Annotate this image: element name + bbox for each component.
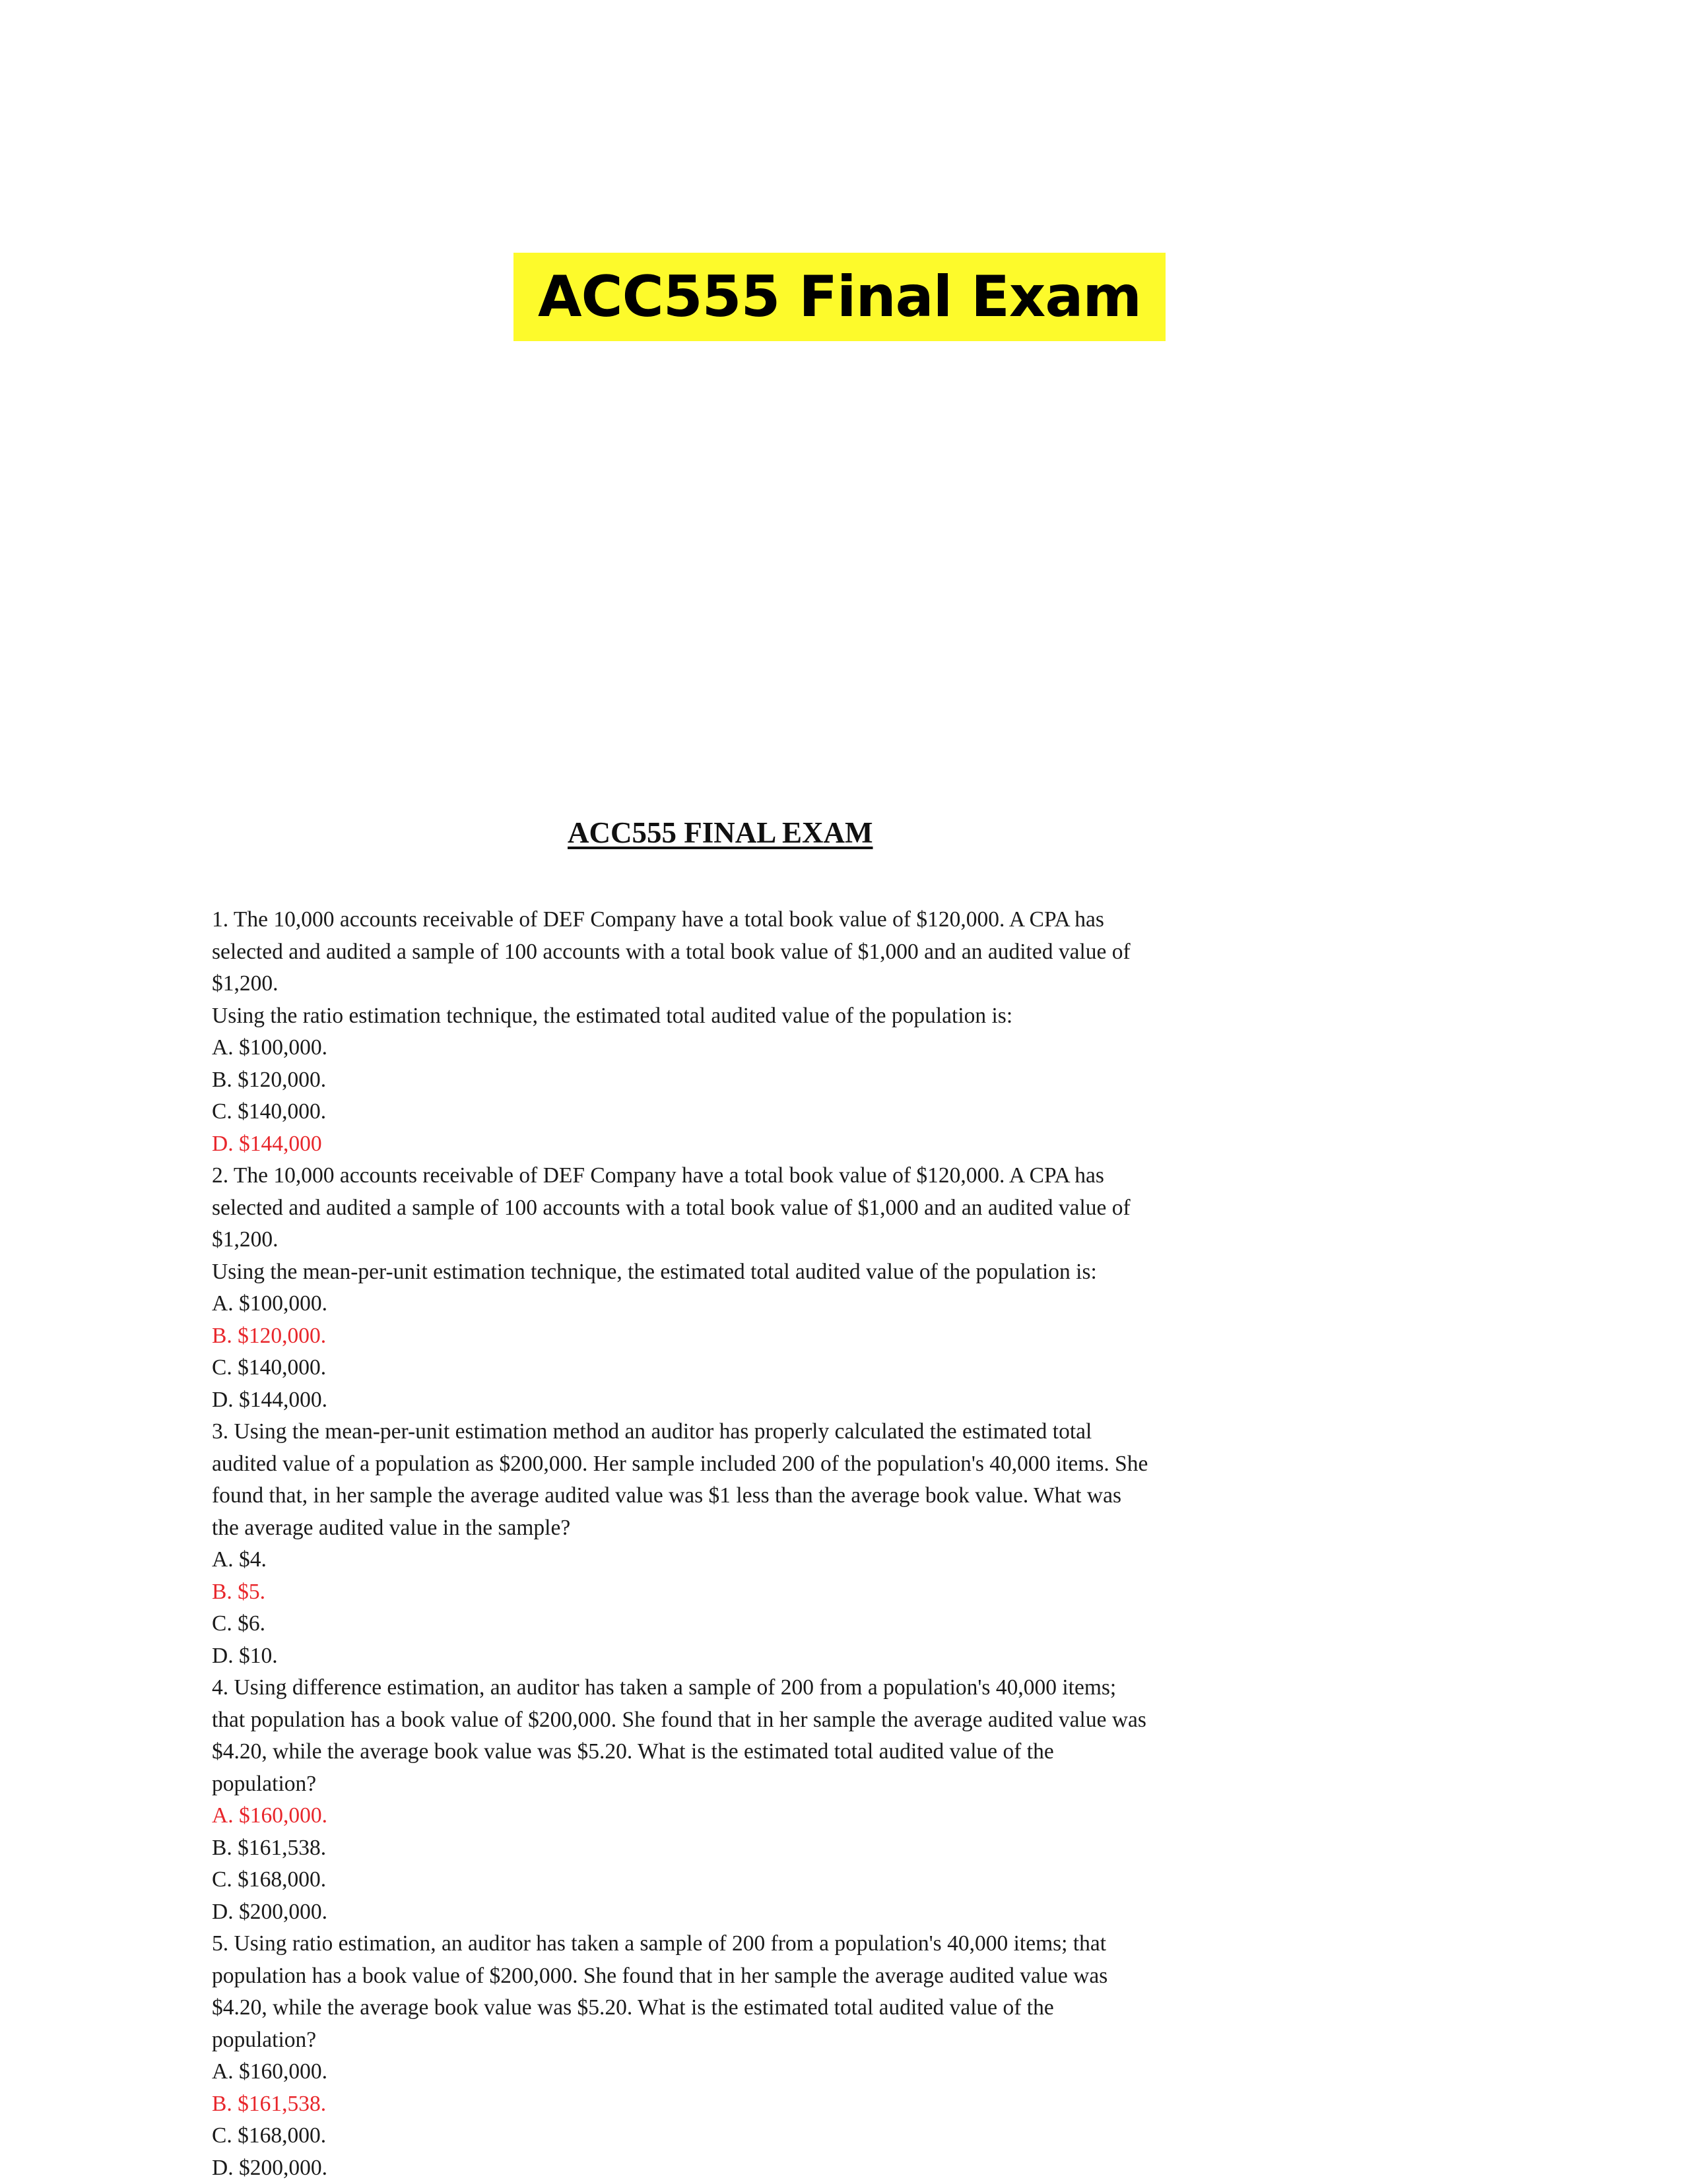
question-text-line: 3. Using the mean-per-unit estimation method an auditor has properly calculated the estimated total [212, 1416, 1255, 1448]
question-text-line: population? [212, 1768, 1255, 1801]
question-text-line: $1,200. [212, 968, 1255, 1000]
answer-option: C. $6. [212, 1608, 1255, 1640]
question-text-line: that population has a book value of $200,000. She found that in her sample the average audited value was [212, 1704, 1255, 1737]
answer-option: C. $168,000. [212, 1864, 1255, 1896]
question-block [212, 1928, 1255, 2184]
question-text-line: 2. The 10,000 accounts receivable of DEF Company have a total book value of $120,000. A CPA has [212, 1160, 1255, 1192]
question-text-line: found that, in her sample the average audited value was $1 less than the average book value. What was [212, 1480, 1255, 1512]
question-text-line: $4.20, while the average book value was $5.20. What is the estimated total audited value of the [212, 1736, 1255, 1768]
question-text-line: Using the mean-per-unit estimation technique, the estimated total audited value of the population is: [212, 1256, 1255, 1289]
question-text-line: $1,200. [212, 1224, 1255, 1256]
answer-option-correct: D. $144,000 [212, 1128, 1255, 1161]
question-text-line: 1. The 10,000 accounts receivable of DEF Company have a total book value of $120,000. A CPA has [212, 904, 1255, 936]
question-text [212, 1928, 1255, 2056]
banner-title: ACC555 Final Exam [538, 264, 1141, 330]
question-text [212, 1672, 1255, 1800]
question-text-line: selected and audited a sample of 100 accounts with a total book value of $1,000 and an audited value of [212, 1192, 1255, 1225]
question-text [212, 1416, 1255, 1544]
answer-option: B. $120,000. [212, 1064, 1255, 1097]
question-block [212, 904, 1255, 1160]
answer-option: C. $140,000. [212, 1096, 1255, 1128]
title-banner [513, 253, 1166, 341]
answer-option-correct: B. $161,538. [212, 2088, 1255, 2121]
answer-option: A. $100,000. [212, 1288, 1255, 1320]
answer-option: B. $161,538. [212, 1832, 1255, 1865]
answer-option: A. $160,000. [212, 2056, 1255, 2088]
answer-option-correct: B. $5. [212, 1576, 1255, 1609]
question-block [212, 1672, 1255, 1928]
question-block [212, 1160, 1255, 1416]
answer-option: C. $140,000. [212, 1352, 1255, 1384]
question-text [212, 1160, 1255, 1288]
answer-option: A. $100,000. [212, 1032, 1255, 1064]
question-text-line: 5. Using ratio estimation, an auditor has taken a sample of 200 from a population's 40,000 items; that [212, 1928, 1255, 1960]
question-text-line: audited value of a population as $200,000. Her sample included 200 of the population's 40,000 items. She [212, 1448, 1255, 1481]
question-list [212, 904, 1255, 2184]
answer-option: D. $10. [212, 1640, 1255, 1673]
answer-option: C. $168,000. [212, 2120, 1255, 2152]
question-text-line: the average audited value in the sample? [212, 1512, 1255, 1545]
question-text-line: population? [212, 2024, 1255, 2057]
question-block [212, 1416, 1255, 1672]
answer-option-correct: B. $120,000. [212, 1320, 1255, 1353]
question-text-line: selected and audited a sample of 100 accounts with a total book value of $1,000 and an audited value of [212, 936, 1255, 969]
answer-option: A. $4. [212, 1544, 1255, 1576]
answer-option-correct: A. $160,000. [212, 1800, 1255, 1832]
question-text-line: Using the ratio estimation technique, the estimated total audited value of the population is: [212, 1000, 1255, 1033]
document-heading: ACC555 FINAL EXAM [568, 816, 873, 850]
question-text-line: population has a book value of $200,000. She found that in her sample the average audited value was [212, 1960, 1255, 1993]
answer-option: D. $144,000. [212, 1384, 1255, 1417]
question-text-line: 4. Using difference estimation, an auditor has taken a sample of 200 from a population's 40,000 items; [212, 1672, 1255, 1704]
question-text-line: $4.20, while the average book value was $5.20. What is the estimated total audited value of the [212, 1992, 1255, 2024]
answer-option: D. $200,000. [212, 2152, 1255, 2184]
question-text [212, 904, 1255, 1032]
answer-option: D. $200,000. [212, 1896, 1255, 1929]
